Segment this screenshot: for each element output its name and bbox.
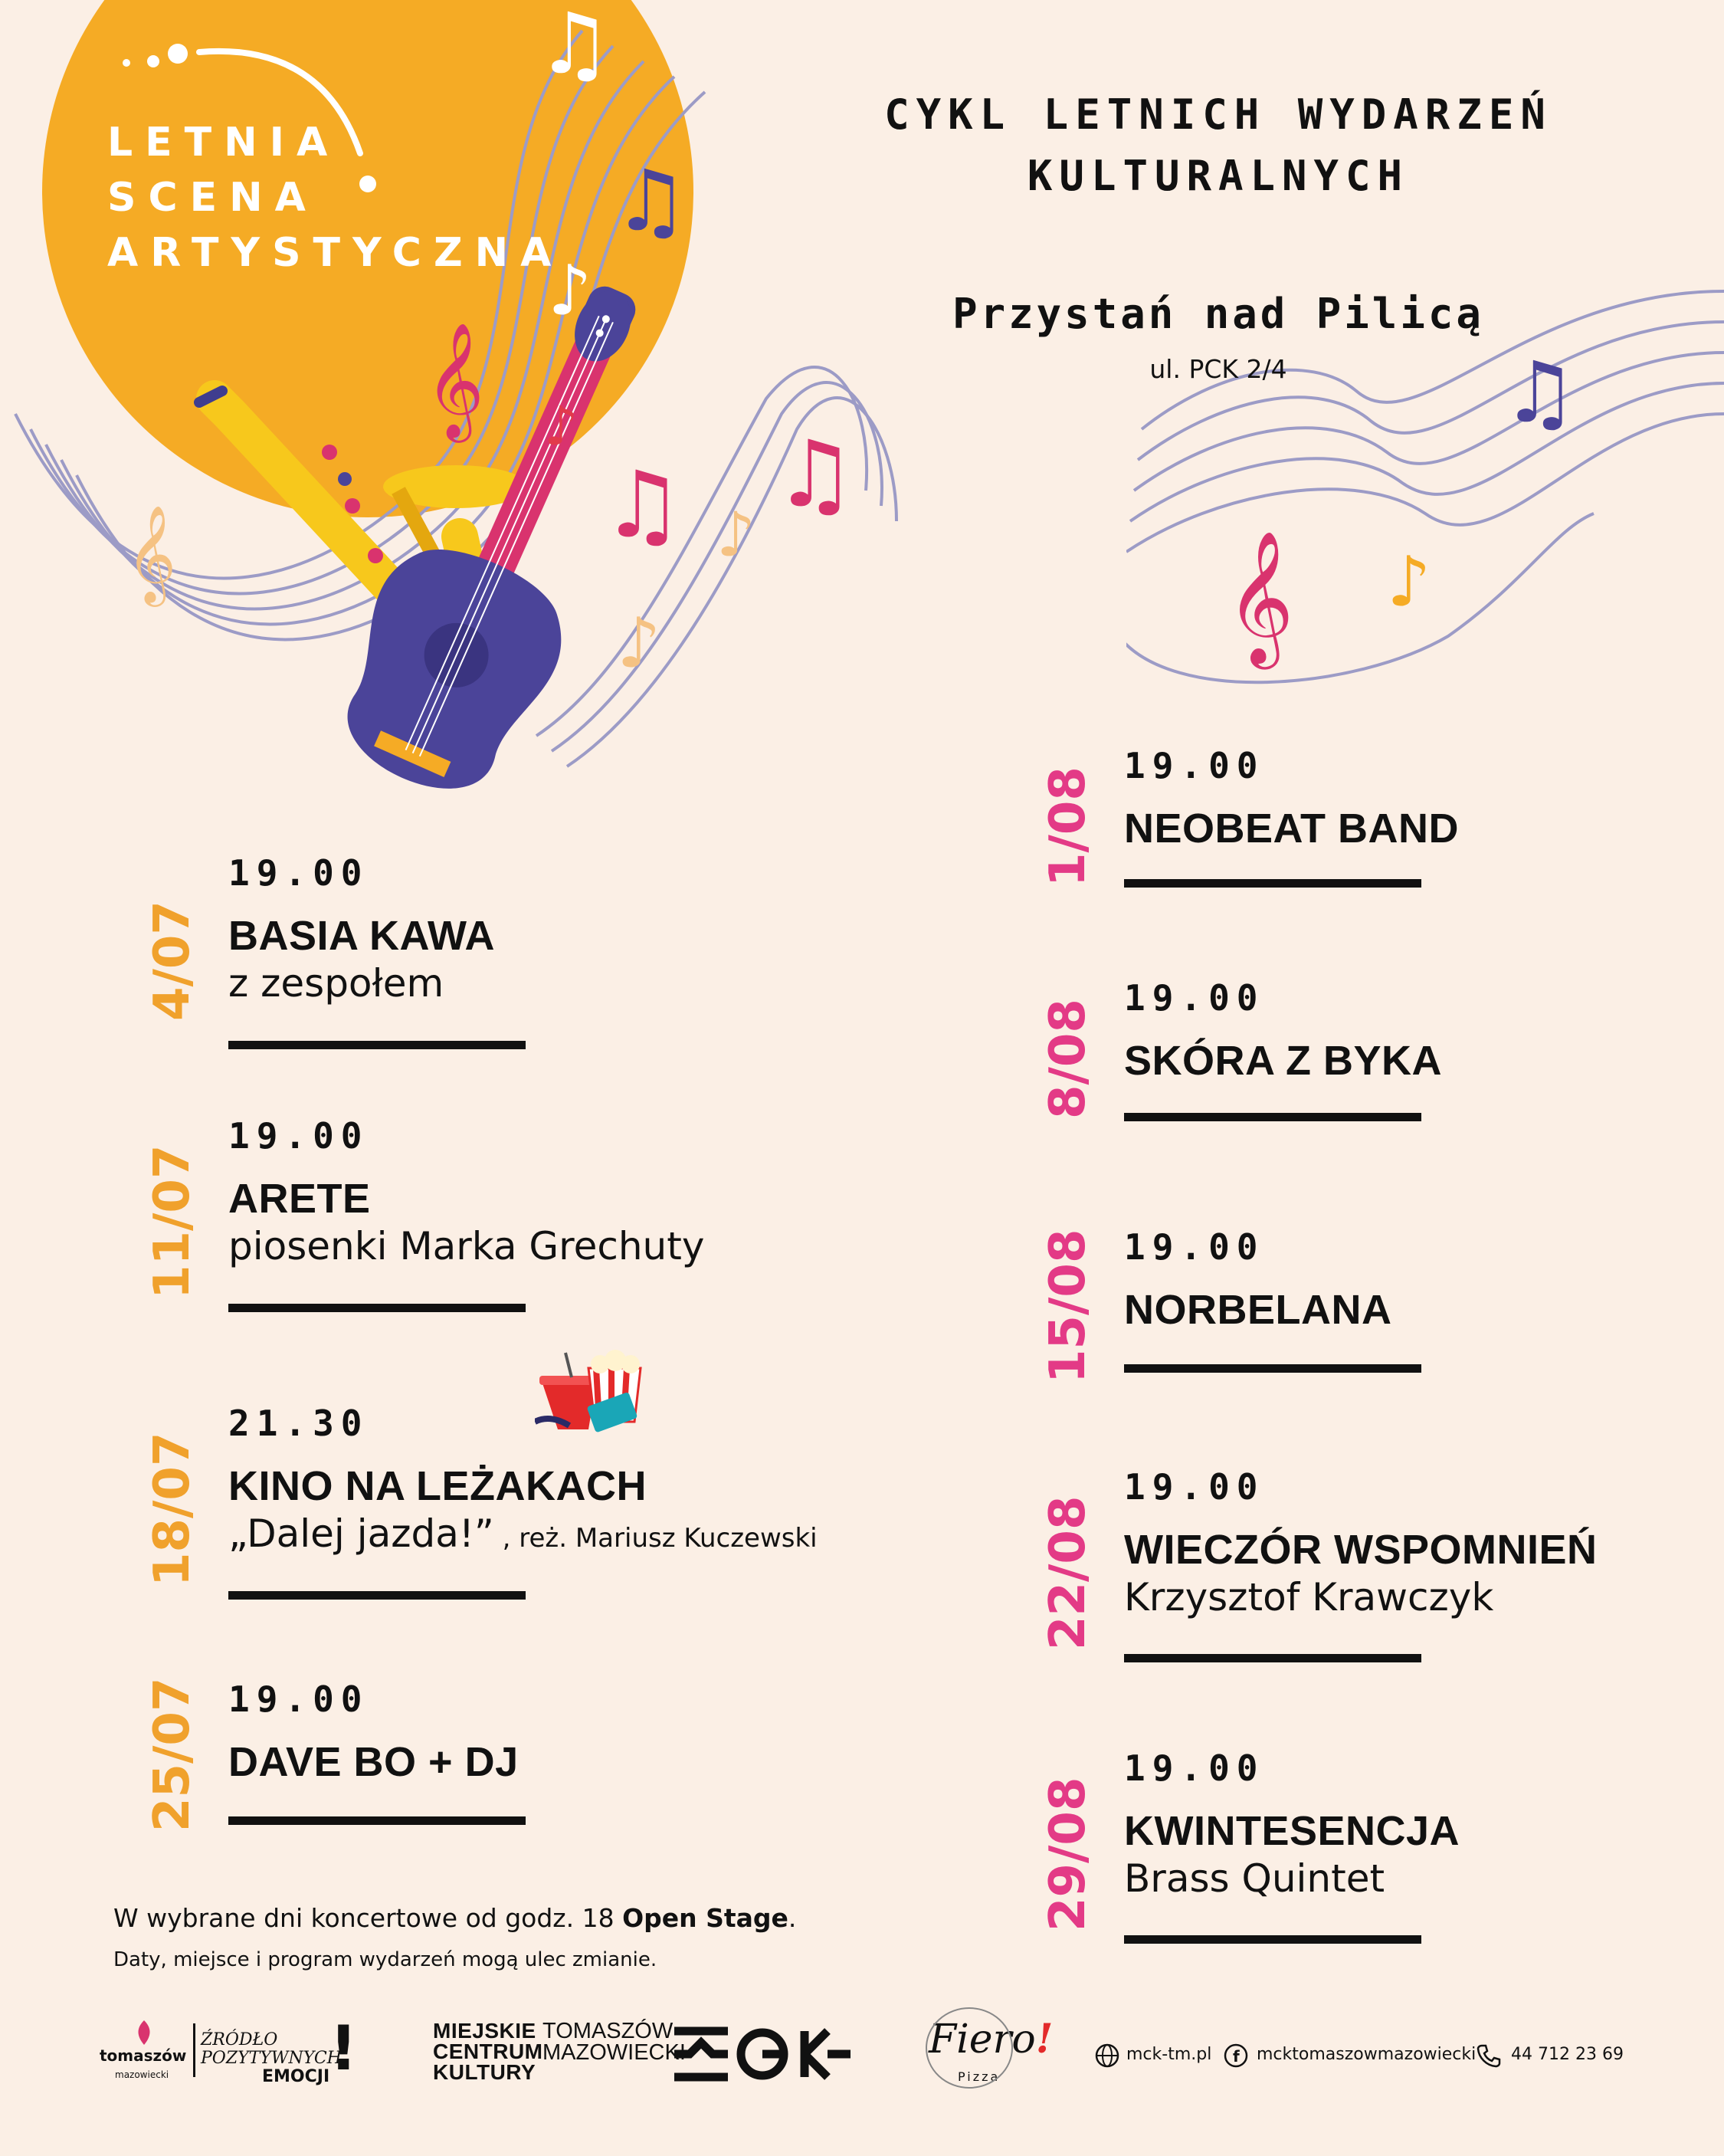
- event-subtitle: piosenki Marka Grechuty: [228, 1224, 705, 1268]
- event-name: DAVE BO + DJ: [228, 1739, 519, 1785]
- event-time: 21.30: [228, 1403, 369, 1444]
- slogan-line: EMOCJI: [262, 2067, 330, 2086]
- eighth-notes-icon: ♫: [1502, 343, 1578, 441]
- note-highlight: Open Stage: [622, 1903, 788, 1933]
- event-divider: [228, 1041, 526, 1049]
- mck-line: MIEJSKIE: [433, 2019, 536, 2043]
- event-time: 19.00: [1124, 1226, 1265, 1268]
- fiero-ring-icon: [923, 2002, 1031, 2094]
- header-right-illustration: [1126, 276, 1724, 705]
- eighth-note-icon: ♪: [544, 395, 578, 458]
- event-subtitle: Brass Quintet: [1124, 1856, 1385, 1901]
- disclaimer-note: Daty, miejsce i program wydarzeń mogą ulec zmianie.: [113, 1948, 657, 1971]
- venue-address: ul. PCK 2/4: [1149, 354, 1287, 384]
- website-link[interactable]: mck-tm.pl: [1126, 2045, 1212, 2064]
- eighth-note-icon: ♪: [1387, 542, 1431, 622]
- eighth-notes-icon: ♫: [536, 0, 612, 93]
- event-name: SKÓRA Z BYKA: [1124, 1038, 1443, 1084]
- event-name: NEOBEAT BAND: [1124, 806, 1459, 852]
- eighth-note-icon: ♪: [716, 499, 756, 570]
- event-divider: [228, 1591, 526, 1600]
- event-time: 19.00: [1124, 745, 1265, 786]
- event-date: 22/08: [1040, 1495, 1096, 1650]
- fiero-subtitle: Pizza: [958, 2069, 1001, 2084]
- city-slogan: [201, 2031, 342, 2086]
- event-item: [1040, 1747, 1660, 1954]
- event-divider: [1124, 1364, 1421, 1373]
- tomaszow-wordmark: tomaszów: [100, 2046, 187, 2065]
- event-item: [144, 1115, 765, 1322]
- event-name: KWINTESENCJA: [1124, 1808, 1460, 1854]
- event-item: [1040, 745, 1584, 898]
- event-time: 19.00: [228, 1115, 369, 1157]
- event-date: 18/07: [144, 1432, 201, 1587]
- event-time: 19.00: [228, 852, 369, 894]
- slogan-line: POZYTYWNYCH: [201, 2049, 342, 2068]
- cycle-title-line: CYKL LETNICH WYDARZEŃ: [884, 90, 1552, 139]
- treble-clef-icon: 𝄞: [126, 504, 177, 602]
- eighth-notes-icon: ♫: [774, 422, 857, 528]
- event-time: 19.00: [1124, 1747, 1265, 1789]
- event-item: [1040, 977, 1584, 1131]
- event-name: WIECZÓR WSPOMNIEŃ: [1124, 1527, 1598, 1573]
- event-divider: [1124, 1935, 1421, 1944]
- event-date: 8/08: [1040, 999, 1096, 1119]
- svg-text:f: f: [1233, 2047, 1240, 2066]
- mck-city-line: MAZOWIECKI: [542, 2040, 686, 2065]
- mck-city: [542, 2020, 686, 2063]
- note-text: W wybrane dni koncertowe od godz. 18: [113, 1903, 623, 1933]
- film-director: , reż. Mariusz Kuczewski: [493, 1523, 818, 1554]
- decor-dot: [168, 44, 188, 64]
- facebook-icon: [1223, 2043, 1249, 2069]
- brand-line: SCENA: [107, 175, 318, 221]
- eighth-note-icon: ♪: [617, 603, 661, 684]
- tomaszow-subtitle: mazowiecki: [115, 2069, 169, 2080]
- film-title: „Dalej jazda!”: [228, 1511, 494, 1556]
- open-stage-note: [113, 1903, 796, 1933]
- event-subtitle: [228, 1511, 818, 1556]
- brand-title: [107, 115, 563, 281]
- event-subtitle: Krzysztof Krawczyk: [1124, 1575, 1494, 1619]
- event-divider: [228, 1816, 526, 1825]
- event-divider: [1124, 879, 1421, 888]
- brand-line: ARTYSTYCZNA: [107, 230, 564, 276]
- eighth-note-icon: ♪: [548, 251, 592, 331]
- event-divider: [1124, 1113, 1421, 1121]
- fiero-wordmark: Fiero: [929, 2017, 1036, 2062]
- eighth-notes-icon: ♫: [601, 452, 684, 559]
- eighth-notes-icon: ♫: [613, 152, 689, 250]
- event-name: NORBELANA: [1124, 1287, 1392, 1333]
- exclamation-icon: !: [329, 2013, 358, 2084]
- event-name: ARETE: [228, 1176, 371, 1222]
- cinema-popcorn-icon: [535, 1345, 650, 1437]
- event-date: 11/07: [144, 1144, 201, 1299]
- event-subtitle: z zespołem: [228, 961, 444, 1006]
- event-date: 25/07: [144, 1677, 201, 1832]
- event-name: BASIA KAWA: [228, 913, 496, 959]
- staff-lines: [1126, 291, 1724, 682]
- mck-name: [433, 2020, 543, 2082]
- decor-dot: [123, 59, 130, 67]
- event-date: 1/08: [1040, 766, 1096, 887]
- event-divider: [228, 1304, 526, 1312]
- event-item: [144, 1403, 841, 1610]
- tomaszow-logo-icon: [129, 2017, 159, 2048]
- event-time: 19.00: [228, 1679, 369, 1720]
- treble-clef-icon: 𝄞: [1226, 530, 1294, 664]
- logo-divider: [193, 2023, 195, 2077]
- event-date: 29/08: [1040, 1777, 1096, 1931]
- slogan-line: ŹRÓDŁO: [201, 2030, 278, 2049]
- phone-number[interactable]: 44 712 23 69: [1511, 2045, 1624, 2064]
- event-time: 19.00: [1124, 977, 1265, 1019]
- mck-line: KULTURY: [433, 2060, 536, 2084]
- event-item: [144, 852, 611, 1059]
- mck-city-line: TOMASZÓW: [542, 2019, 674, 2043]
- event-item: [144, 1677, 765, 1839]
- globe-icon: [1094, 2043, 1120, 2069]
- event-item: [1040, 1466, 1660, 1673]
- mck-logo-icon: [670, 2023, 854, 2085]
- fiero-exclamation-icon: !: [1035, 2016, 1054, 2062]
- venue-name: Przystań nad Pilicą: [952, 290, 1484, 338]
- cycle-title: [766, 84, 1670, 207]
- event-divider: [1124, 1654, 1421, 1662]
- event-item: [1040, 1226, 1584, 1383]
- event-date: 15/08: [1040, 1229, 1096, 1383]
- event-name: KINO NA LEŻAKACH: [228, 1463, 647, 1509]
- phone-icon: [1476, 2043, 1502, 2069]
- decor-dot: [147, 55, 159, 67]
- event-date: 4/07: [144, 901, 201, 1021]
- brand-line: LETNIA: [107, 120, 340, 166]
- mck-line: CENTRUM: [433, 2040, 543, 2063]
- cycle-title-line: KULTURALNYCH: [1027, 152, 1410, 200]
- facebook-link[interactable]: mcktomaszowmazowiecki: [1257, 2045, 1477, 2064]
- event-time: 19.00: [1124, 1466, 1265, 1508]
- note-text: .: [788, 1903, 797, 1933]
- treble-clef-icon: 𝄞: [425, 321, 484, 438]
